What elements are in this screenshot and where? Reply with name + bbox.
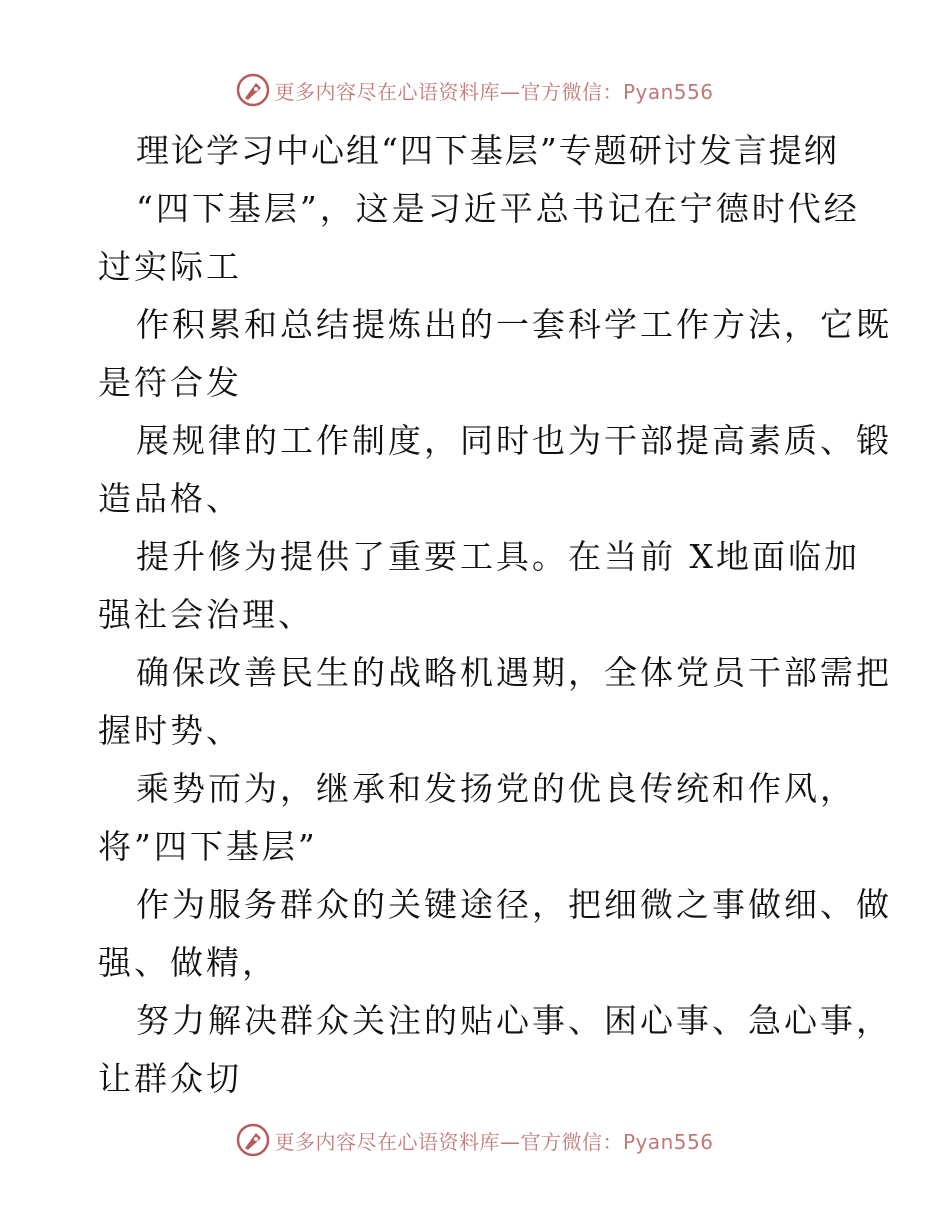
text-line: 将”四下基层” (98, 827, 318, 866)
text-line: “四下基层”，这是习近平总书记在宁德时代经 (136, 189, 860, 228)
text-line: 展规律的工作制度，同时也为干部提高素质、锻 (136, 421, 892, 460)
document-body (98, 122, 892, 1108)
text-line: 造品格、 (98, 479, 242, 518)
watermark-text: 更多内容尽在心语资料库—官方微信：Pyan556 (274, 79, 714, 104)
text-line: 让群众切 (98, 1059, 242, 1098)
text-line: 努力解决群众关注的贴心事、困心事、急心事， (136, 1001, 892, 1040)
document-title: 理论学习中心组“四下基层”专题研讨发言提纲 (136, 131, 839, 170)
pen-nib-logo-icon (236, 1123, 270, 1157)
footer-watermark (0, 1120, 950, 1160)
watermark-text: 更多内容尽在心语资料库—官方微信：Pyan556 (274, 1129, 714, 1154)
text-line: 作积累和总结提炼出的一套科学工作方法，它既 (136, 305, 892, 344)
text-line: 确保改善民生的战略机遇期，全体党员干部需把 (136, 653, 892, 692)
text-line: 乘势而为，继承和发扬党的优良传统和作风， (136, 769, 856, 808)
text-line: 过实际工 (98, 247, 242, 286)
text-line: 强社会治理、 (98, 595, 314, 634)
text-line: 作为服务群众的关键途径，把细微之事做细、做 (136, 885, 892, 924)
text-line: 是符合发 (98, 363, 242, 402)
text-line: 强、做精， (98, 943, 278, 982)
paragraph-lines (98, 180, 892, 1108)
pen-nib-logo-icon (236, 73, 270, 107)
text-line: 握时势、 (98, 711, 242, 750)
header-watermark (0, 70, 950, 110)
text-line: 提升修为提供了重要工具。在当前 X地面临加 (136, 537, 860, 576)
